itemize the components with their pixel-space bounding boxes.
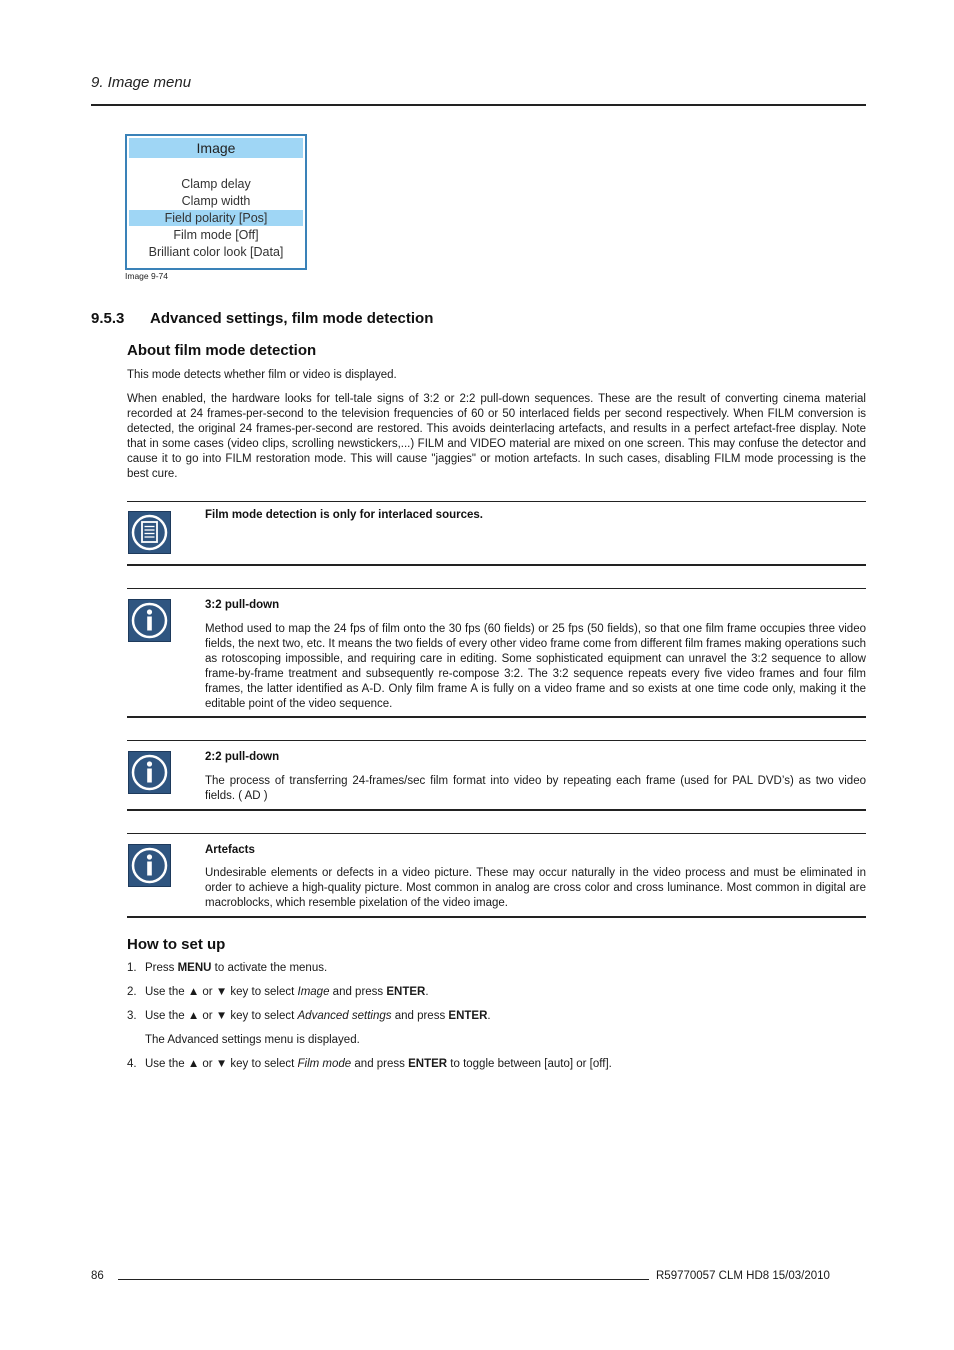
menu-item-clamp-width: Clamp width: [181, 194, 251, 208]
figure-caption: Image 9-74: [125, 271, 168, 281]
note-divider-top: [127, 740, 866, 741]
step-text: .: [425, 986, 429, 998]
note-divider-bottom: [127, 809, 866, 811]
key-menu: MENU: [177, 962, 212, 974]
section-title-text: Advanced settings, film mode detection: [150, 310, 434, 327]
step-text: and press: [329, 986, 387, 998]
chapter-header: 9. Image menu: [91, 74, 192, 91]
howto-heading: How to set up: [127, 936, 226, 953]
note-divider-top: [127, 501, 866, 502]
menu-name-film-mode: Film mode: [297, 1058, 352, 1070]
step-text: .: [487, 1010, 491, 1022]
menu-item-film-mode: Film mode [Off]: [173, 228, 259, 242]
page-number: 86: [91, 1270, 104, 1282]
menu-item-field-polarity: Field polarity [Pos]: [129, 210, 303, 226]
step-1: [127, 962, 327, 974]
step-number: 2.: [127, 986, 137, 998]
note-title-22-pulldown: 2:2 pull-down: [205, 751, 280, 763]
step-number: 4.: [127, 1058, 137, 1070]
step-text: and press: [351, 1058, 409, 1070]
step-text: to toggle between [auto] or [off].: [447, 1058, 612, 1070]
about-paragraph-1: This mode detects whether film or video is displayed.: [127, 369, 397, 381]
about-heading: About film mode detection: [127, 342, 317, 359]
step-text: Use the ▲ or ▼ key to select: [145, 1010, 298, 1022]
step-text: Use the ▲ or ▼ key to select: [145, 986, 298, 998]
key-enter: ENTER: [448, 1010, 488, 1022]
info-icon: [128, 599, 171, 642]
step-text: and press: [391, 1010, 449, 1022]
note-divider-bottom: [127, 564, 866, 566]
menu-item-brilliant-color-look: Brilliant color look [Data]: [148, 245, 284, 259]
info-icon: [128, 844, 171, 887]
menu-name-advanced-settings: Advanced settings: [297, 1010, 392, 1022]
image-menu-figure: [125, 134, 307, 270]
about-body: [127, 392, 866, 481]
menu-name-image: Image: [297, 986, 330, 998]
step-3-result: The Advanced settings menu is displayed.: [145, 1034, 360, 1046]
step-text: Use the ▲ or ▼ key to select: [145, 1058, 298, 1070]
header-divider: [91, 104, 866, 106]
note-title-32-pulldown: 3:2 pull-down: [205, 599, 280, 611]
section-number: 9.5.3: [91, 310, 125, 327]
info-icon: [128, 751, 171, 794]
step-4: [127, 1058, 612, 1070]
note-divider-top: [127, 833, 866, 834]
step-text: Press: [145, 962, 178, 974]
note-body-artefacts: Undesirable elements or defects in a video picture. These may occur naturally in the video process and must be eliminated in order to achieve a high-quality picture. Most common in analog are cross color and cross luminance. Most common in digital are macroblocks, which resemble pixelation of the video image.: [205, 867, 866, 909]
section-title: [91, 310, 433, 327]
step-text: to activate the menus.: [211, 962, 328, 974]
key-enter: ENTER: [386, 986, 426, 998]
about-paragraph-2: When enabled, the hardware looks for tell-tale signs of 3:2 or 2:2 pull-down sequences. These are the result of converting cinema material recorded at 24 frames-per-second to the television frequencies of 60 or 50 interlaced fields per second respectively. When FILM conversion is detected, the original 24 frames-per-second are restored. This avoids deinterlacing artefacts, and results in a perfect artefact-free display. Note that in some cases (video clips, scrolling newstickers,...) FILM and VIDEO material are mixed on one screen. This may confuse the detector and cause it to go into FILM restoration mode. This will cause "jaggies" or motion artefacts. In such cases, disabling FILM mode processing is the best cure.: [127, 393, 866, 480]
note-body-32-pulldown: Method used to map the 24 fps of film onto the 30 fps (60 fields) or 25 fps (50 fields), so that one film frame occupies three video fields, the next two, etc. It means the two fields of every other video frame come from different film frames making operations such as rotoscoping impossible, and requiring care in editing. Some sophisticated equipment can unravel the 3:2 sequence to allow frame-by-frame treatment and subsequently re-compose 3:2. The 3:2 sequence repeats every five video frames and four film frames, the latter identified as A-D. Only film frame A is fully on a video frame and so exists at one time code only, making it the editable point of the video sequence.: [205, 623, 866, 710]
note-title-interlaced: Film mode detection is only for interlaced sources.: [205, 509, 483, 521]
step-number: 1.: [127, 962, 137, 974]
note-divider-bottom: [127, 916, 866, 918]
note-divider-bottom: [127, 716, 866, 718]
note-body-22-pulldown: The process of transferring 24-frames/sec film format into video by repeating each frame (used for PAL DVD’s) as two video fields. ( AD ): [205, 775, 866, 802]
step-number: 3.: [127, 1010, 137, 1022]
menu-title: Image: [129, 138, 303, 158]
note-divider-top: [127, 588, 866, 589]
footer-divider: [118, 1279, 649, 1280]
key-enter: ENTER: [408, 1058, 448, 1070]
step-3: [127, 1010, 491, 1022]
note-title-artefacts: Artefacts: [205, 844, 255, 856]
step-2: [127, 986, 429, 998]
document-reference: R59770057 CLM HD8 15/03/2010: [656, 1270, 830, 1282]
note-icon: [128, 511, 171, 554]
about-intro: [127, 368, 866, 383]
menu-item-clamp-delay: Clamp delay: [181, 177, 251, 191]
